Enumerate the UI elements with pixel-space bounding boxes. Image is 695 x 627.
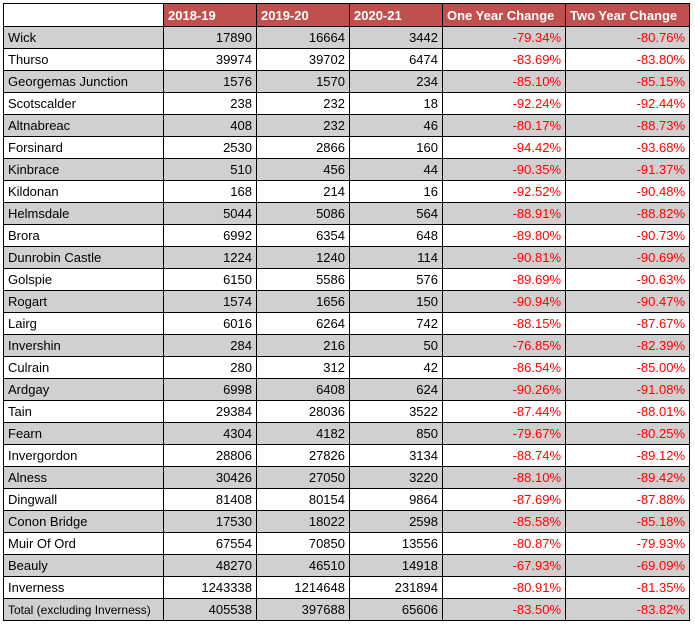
header-station <box>4 4 164 27</box>
value-2019-20: 70850 <box>257 533 350 555</box>
value-2020-21: 3442 <box>350 27 443 49</box>
table-row <box>4 313 690 335</box>
station-cell: Rogart <box>4 291 164 313</box>
station-cell: Total (excluding Inverness) <box>4 599 164 621</box>
value-2018-19: 6150 <box>164 269 257 291</box>
table-row <box>4 511 690 533</box>
value-2020-21: 46 <box>350 115 443 137</box>
value-2019-20: 456 <box>257 159 350 181</box>
value-2018-19: 284 <box>164 335 257 357</box>
two-year-change: -89.42% <box>566 467 690 489</box>
value-2018-19: 17530 <box>164 511 257 533</box>
value-2019-20: 232 <box>257 115 350 137</box>
value-2018-19: 405538 <box>164 599 257 621</box>
table-row <box>4 357 690 379</box>
value-2019-20: 27050 <box>257 467 350 489</box>
value-2020-21: 624 <box>350 379 443 401</box>
two-year-change: -88.73% <box>566 115 690 137</box>
station-cell: Alness <box>4 467 164 489</box>
one-year-change: -88.91% <box>443 203 566 225</box>
value-2020-21: 564 <box>350 203 443 225</box>
value-2019-20: 397688 <box>257 599 350 621</box>
value-2020-21: 160 <box>350 137 443 159</box>
value-2019-20: 46510 <box>257 555 350 577</box>
station-cell: Ardgay <box>4 379 164 401</box>
station-cell: Forsinard <box>4 137 164 159</box>
value-2020-21: 6474 <box>350 49 443 71</box>
station-cell: Golspie <box>4 269 164 291</box>
two-year-change: -85.15% <box>566 71 690 93</box>
one-year-change: -79.34% <box>443 27 566 49</box>
two-year-change: -90.47% <box>566 291 690 313</box>
station-cell: Kinbrace <box>4 159 164 181</box>
one-year-change: -94.42% <box>443 137 566 159</box>
table-row <box>4 467 690 489</box>
value-2019-20: 232 <box>257 93 350 115</box>
value-2019-20: 27826 <box>257 445 350 467</box>
value-2018-19: 6998 <box>164 379 257 401</box>
station-cell: Invergordon <box>4 445 164 467</box>
value-2018-19: 28806 <box>164 445 257 467</box>
station-usage-table <box>3 3 690 621</box>
value-2019-20: 1656 <box>257 291 350 313</box>
table-body <box>4 27 690 621</box>
value-2018-19: 48270 <box>164 555 257 577</box>
value-2020-21: 576 <box>350 269 443 291</box>
value-2019-20: 39702 <box>257 49 350 71</box>
value-2020-21: 231894 <box>350 577 443 599</box>
value-2019-20: 4182 <box>257 423 350 445</box>
one-year-change: -87.44% <box>443 401 566 423</box>
table-row <box>4 137 690 159</box>
one-year-change: -89.80% <box>443 225 566 247</box>
value-2018-19: 510 <box>164 159 257 181</box>
two-year-change: -90.48% <box>566 181 690 203</box>
two-year-change: -90.69% <box>566 247 690 269</box>
station-cell: Culrain <box>4 357 164 379</box>
value-2018-19: 238 <box>164 93 257 115</box>
value-2018-19: 1576 <box>164 71 257 93</box>
value-2020-21: 50 <box>350 335 443 357</box>
two-year-change: -83.82% <box>566 599 690 621</box>
value-2019-20: 216 <box>257 335 350 357</box>
header-one-year-change: One Year Change <box>443 4 566 27</box>
value-2020-21: 150 <box>350 291 443 313</box>
two-year-change: -85.00% <box>566 357 690 379</box>
table-row <box>4 181 690 203</box>
two-year-change: -92.44% <box>566 93 690 115</box>
one-year-change: -83.69% <box>443 49 566 71</box>
value-2018-19: 6016 <box>164 313 257 335</box>
station-cell: Scotscalder <box>4 93 164 115</box>
two-year-change: -83.80% <box>566 49 690 71</box>
two-year-change: -80.76% <box>566 27 690 49</box>
value-2020-21: 648 <box>350 225 443 247</box>
value-2018-19: 39974 <box>164 49 257 71</box>
two-year-change: -89.12% <box>566 445 690 467</box>
one-year-change: -89.69% <box>443 269 566 291</box>
value-2020-21: 114 <box>350 247 443 269</box>
value-2020-21: 13556 <box>350 533 443 555</box>
station-cell: Dunrobin Castle <box>4 247 164 269</box>
station-cell: Tain <box>4 401 164 423</box>
value-2019-20: 312 <box>257 357 350 379</box>
table-row <box>4 577 690 599</box>
one-year-change: -90.35% <box>443 159 566 181</box>
value-2018-19: 81408 <box>164 489 257 511</box>
table-row <box>4 291 690 313</box>
table-row <box>4 71 690 93</box>
one-year-change: -83.50% <box>443 599 566 621</box>
one-year-change: -88.74% <box>443 445 566 467</box>
value-2018-19: 30426 <box>164 467 257 489</box>
table-row <box>4 159 690 181</box>
table-row <box>4 49 690 71</box>
station-cell: Wick <box>4 27 164 49</box>
value-2020-21: 3134 <box>350 445 443 467</box>
table-row <box>4 423 690 445</box>
value-2019-20: 18022 <box>257 511 350 533</box>
value-2019-20: 6354 <box>257 225 350 247</box>
value-2019-20: 1240 <box>257 247 350 269</box>
value-2019-20: 1570 <box>257 71 350 93</box>
value-2020-21: 65606 <box>350 599 443 621</box>
two-year-change: -91.08% <box>566 379 690 401</box>
value-2020-21: 9864 <box>350 489 443 511</box>
value-2019-20: 2866 <box>257 137 350 159</box>
value-2018-19: 168 <box>164 181 257 203</box>
one-year-change: -76.85% <box>443 335 566 357</box>
two-year-change: -90.73% <box>566 225 690 247</box>
station-cell: Kildonan <box>4 181 164 203</box>
value-2020-21: 850 <box>350 423 443 445</box>
station-cell: Lairg <box>4 313 164 335</box>
value-2018-19: 29384 <box>164 401 257 423</box>
value-2019-20: 214 <box>257 181 350 203</box>
one-year-change: -90.81% <box>443 247 566 269</box>
two-year-change: -82.39% <box>566 335 690 357</box>
value-2018-19: 1243338 <box>164 577 257 599</box>
table-row <box>4 115 690 137</box>
value-2019-20: 16664 <box>257 27 350 49</box>
two-year-change: -87.67% <box>566 313 690 335</box>
header-2018-19: 2018-19 <box>164 4 257 27</box>
value-2019-20: 6264 <box>257 313 350 335</box>
two-year-change: -80.25% <box>566 423 690 445</box>
value-2019-20: 28036 <box>257 401 350 423</box>
one-year-change: -92.24% <box>443 93 566 115</box>
station-cell: Inverness <box>4 577 164 599</box>
station-cell: Beauly <box>4 555 164 577</box>
two-year-change: -91.37% <box>566 159 690 181</box>
station-cell: Fearn <box>4 423 164 445</box>
two-year-change: -79.93% <box>566 533 690 555</box>
one-year-change: -79.67% <box>443 423 566 445</box>
station-cell: Thurso <box>4 49 164 71</box>
value-2020-21: 742 <box>350 313 443 335</box>
value-2019-20: 1214648 <box>257 577 350 599</box>
value-2019-20: 6408 <box>257 379 350 401</box>
two-year-change: -93.68% <box>566 137 690 159</box>
station-cell: Georgemas Junction <box>4 71 164 93</box>
station-cell: Dingwall <box>4 489 164 511</box>
station-cell: Altnabreac <box>4 115 164 137</box>
value-2020-21: 3522 <box>350 401 443 423</box>
value-2019-20: 5086 <box>257 203 350 225</box>
station-cell: Invershin <box>4 335 164 357</box>
value-2018-19: 1224 <box>164 247 257 269</box>
table-row <box>4 401 690 423</box>
value-2018-19: 6992 <box>164 225 257 247</box>
header-2019-20: 2019-20 <box>257 4 350 27</box>
one-year-change: -80.17% <box>443 115 566 137</box>
value-2019-20: 5586 <box>257 269 350 291</box>
table-row <box>4 555 690 577</box>
value-2018-19: 2530 <box>164 137 257 159</box>
value-2020-21: 16 <box>350 181 443 203</box>
table-row <box>4 445 690 467</box>
one-year-change: -90.26% <box>443 379 566 401</box>
two-year-change: -87.88% <box>566 489 690 511</box>
table-row <box>4 533 690 555</box>
one-year-change: -86.54% <box>443 357 566 379</box>
table-row <box>4 247 690 269</box>
station-cell: Brora <box>4 225 164 247</box>
value-2020-21: 234 <box>350 71 443 93</box>
value-2020-21: 3220 <box>350 467 443 489</box>
value-2018-19: 408 <box>164 115 257 137</box>
two-year-change: -85.18% <box>566 511 690 533</box>
two-year-change: -88.01% <box>566 401 690 423</box>
two-year-change: -88.82% <box>566 203 690 225</box>
table-row <box>4 225 690 247</box>
table-row <box>4 489 690 511</box>
value-2019-20: 80154 <box>257 489 350 511</box>
station-cell: Muir Of Ord <box>4 533 164 555</box>
value-2018-19: 67554 <box>164 533 257 555</box>
header-2020-21: 2020-21 <box>350 4 443 27</box>
value-2020-21: 42 <box>350 357 443 379</box>
one-year-change: -80.87% <box>443 533 566 555</box>
one-year-change: -80.91% <box>443 577 566 599</box>
value-2018-19: 4304 <box>164 423 257 445</box>
value-2018-19: 280 <box>164 357 257 379</box>
one-year-change: -90.94% <box>443 291 566 313</box>
table-row <box>4 27 690 49</box>
two-year-change: -69.09% <box>566 555 690 577</box>
value-2018-19: 17890 <box>164 27 257 49</box>
value-2020-21: 18 <box>350 93 443 115</box>
one-year-change: -67.93% <box>443 555 566 577</box>
value-2018-19: 5044 <box>164 203 257 225</box>
station-cell: Helmsdale <box>4 203 164 225</box>
table-row <box>4 379 690 401</box>
one-year-change: -85.58% <box>443 511 566 533</box>
table-row <box>4 599 690 621</box>
table-row <box>4 269 690 291</box>
station-cell: Conon Bridge <box>4 511 164 533</box>
value-2018-19: 1574 <box>164 291 257 313</box>
value-2020-21: 14918 <box>350 555 443 577</box>
two-year-change: -81.35% <box>566 577 690 599</box>
one-year-change: -85.10% <box>443 71 566 93</box>
table-row <box>4 335 690 357</box>
value-2020-21: 2598 <box>350 511 443 533</box>
one-year-change: -87.69% <box>443 489 566 511</box>
two-year-change: -90.63% <box>566 269 690 291</box>
table-row <box>4 203 690 225</box>
header-two-year-change: Two Year Change <box>566 4 690 27</box>
one-year-change: -92.52% <box>443 181 566 203</box>
one-year-change: -88.10% <box>443 467 566 489</box>
one-year-change: -88.15% <box>443 313 566 335</box>
value-2020-21: 44 <box>350 159 443 181</box>
header-row <box>4 4 690 27</box>
table-row <box>4 93 690 115</box>
